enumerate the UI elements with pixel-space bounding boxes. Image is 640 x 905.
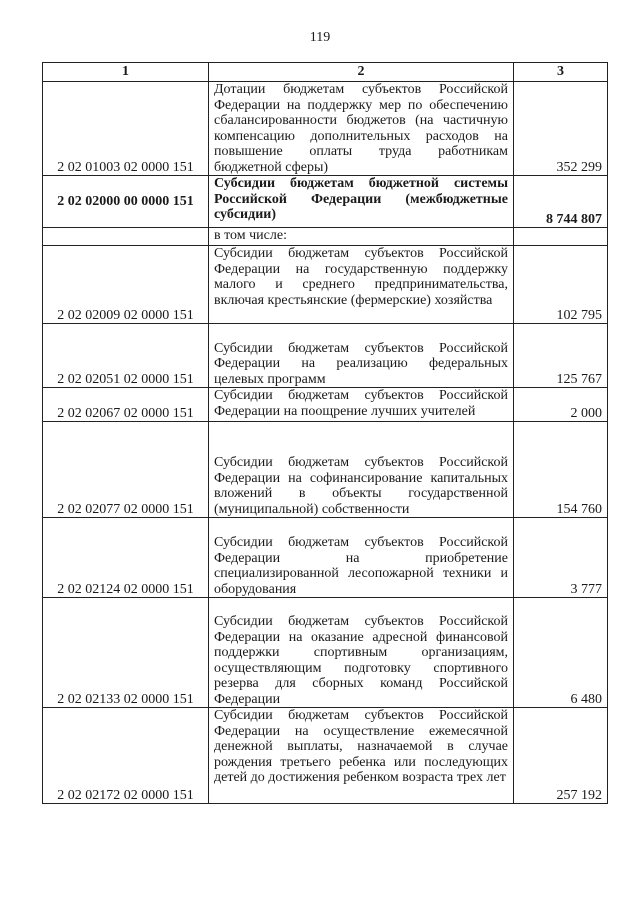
row-description: в том числе: bbox=[209, 228, 514, 246]
row-amount: 2 000 bbox=[514, 388, 608, 422]
row-description: Субсидии бюджетам субъектов Российской Федерации на государственную поддержку малого и среднего предпринимательства, включая крестьянские (фермерские) хозяйства bbox=[209, 246, 514, 324]
row-code: 2 02 02067 02 0000 151 bbox=[43, 388, 209, 422]
row-code: 2 02 02051 02 0000 151 bbox=[43, 324, 209, 388]
table-row bbox=[43, 228, 608, 246]
row-amount: 102 795 bbox=[514, 246, 608, 324]
page-number: 119 bbox=[309, 30, 331, 45]
table-row bbox=[43, 388, 608, 422]
row-amount bbox=[514, 228, 608, 246]
table-row bbox=[43, 422, 608, 518]
column-header-amount: 3 bbox=[514, 63, 608, 82]
table-row bbox=[43, 246, 608, 324]
budget-table bbox=[42, 62, 608, 804]
row-amount: 3 777 bbox=[514, 518, 608, 598]
row-description: Субсидии бюджетам субъектов Российской Федерации на софинансирование капитальных вложений в объекты государственной (муниципальной) собственности bbox=[209, 422, 514, 518]
row-code: 2 02 02009 02 0000 151 bbox=[43, 246, 209, 324]
row-code: 2 02 02077 02 0000 151 bbox=[43, 422, 209, 518]
column-header-code: 1 bbox=[43, 63, 209, 82]
table-row-total bbox=[43, 176, 608, 228]
row-description: Субсидии бюджетам субъектов Российской Федерации на приобретение специализированной лесопожарной техники и оборудования bbox=[209, 518, 514, 598]
row-code: 2 02 02133 02 0000 151 bbox=[43, 598, 209, 708]
row-amount: 6 480 bbox=[514, 598, 608, 708]
column-header-description: 2 bbox=[209, 63, 514, 82]
row-description: Дотации бюджетам субъектов Российской Федерации на поддержку мер по обеспечению сбалансированности бюджетов (на частичную компенсацию дополнительных расходов на повышение оплаты труда работникам бюджетной сферы) bbox=[209, 82, 514, 176]
table-header-row bbox=[43, 63, 608, 82]
row-code: 2 02 02172 02 0000 151 bbox=[43, 708, 209, 804]
table-row bbox=[43, 82, 608, 176]
row-description: Субсидии бюджетам субъектов Российской Федерации на осуществление ежемесячной денежной выплаты, назначаемой в случае рождения третьего ребенка или последующих детей до достижения ребенком возраста трех лет bbox=[209, 708, 514, 804]
table-row bbox=[43, 598, 608, 708]
row-code: 2 02 02000 00 0000 151 bbox=[43, 176, 209, 228]
row-code: 2 02 02124 02 0000 151 bbox=[43, 518, 209, 598]
row-description: Субсидии бюджетам субъектов Российской Федерации на реализацию федеральных целевых программ bbox=[209, 324, 514, 388]
row-amount: 352 299 bbox=[514, 82, 608, 176]
row-description: Субсидии бюджетам бюджетной системы Российской Федерации (межбюджетные субсидии) bbox=[209, 176, 514, 228]
row-code: 2 02 01003 02 0000 151 bbox=[43, 82, 209, 176]
row-amount: 8 744 807 bbox=[514, 176, 608, 228]
row-description: Субсидии бюджетам субъектов Российской Федерации на поощрение лучших учителей bbox=[209, 388, 514, 422]
row-code bbox=[43, 228, 209, 246]
row-description: Субсидии бюджетам субъектов Российской Федерации на оказание адресной финансовой поддержки спортивным организациям, осуществляющим подготовку спортивного резерва для сборных команд Российской Федерации bbox=[209, 598, 514, 708]
row-amount: 154 760 bbox=[514, 422, 608, 518]
table-row bbox=[43, 708, 608, 804]
table-row bbox=[43, 324, 608, 388]
table-row bbox=[43, 518, 608, 598]
row-amount: 257 192 bbox=[514, 708, 608, 804]
row-amount: 125 767 bbox=[514, 324, 608, 388]
